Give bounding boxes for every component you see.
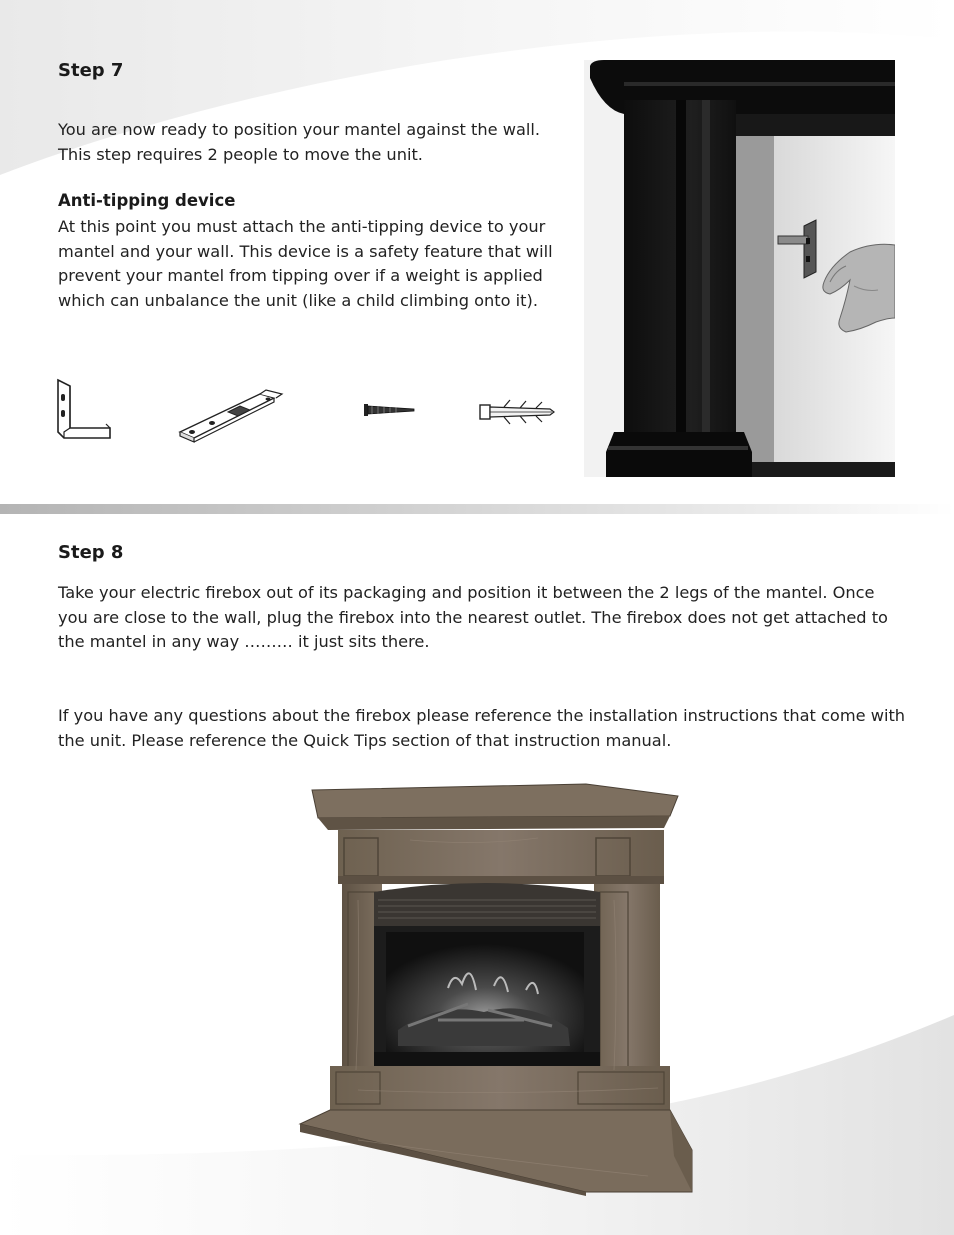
screw-icon [362,400,418,420]
step-8-p1-line-2: you are close to the wall, plug the firebox into the nearest outlet. The firebox does not get attached to [58,607,888,627]
step-8-title: Step 8 [58,542,124,563]
step-8-p2-line-2: the unit. Please reference the Quick Tips section of that instruction manual. [58,730,672,750]
step-8-paragraph-2 [58,704,908,753]
strap-bracket-icon [176,388,288,446]
step-7-intro-line-1: You are now ready to position your mantel against the wall. [58,120,541,139]
anti-tipping-description [58,215,553,313]
step-8-p1-line-3: the mantel in any way ……… it just sits there. [58,632,430,651]
step-8-paragraph-1 [58,581,908,655]
fireplace-mantel-photo [298,780,696,1196]
step-7-intro [58,118,540,167]
wall-anchor-icon [476,396,558,428]
anti-tipping-line-2: mantel and your wall. This device is a safety feature that will [58,241,553,261]
step-8-p1-line-1: Take your electric firebox out of its packaging and position it between the 2 legs of the mantel. Once [58,583,875,602]
anti-tipping-heading: Anti-tipping device [58,191,236,210]
step-7-title: Step 7 [58,60,124,81]
step-8-p2-line-1: If you have any questions about the firebox please reference the installation instructions that come with [58,706,906,725]
anti-tipping-line-3: prevent your mantel from tipping over if a weight is applied [58,266,543,285]
step-7-photo [584,60,895,477]
anti-tipping-line-4: which can unbalance the unit (like a child climbing onto it). [58,290,538,310]
anti-tipping-line-1: At this point you must attach the anti-tipping device to your [58,217,546,236]
section-divider [0,504,954,514]
step-7-intro-line-2: This step requires 2 people to move the unit. [58,144,423,164]
l-bracket-icon [52,376,116,442]
